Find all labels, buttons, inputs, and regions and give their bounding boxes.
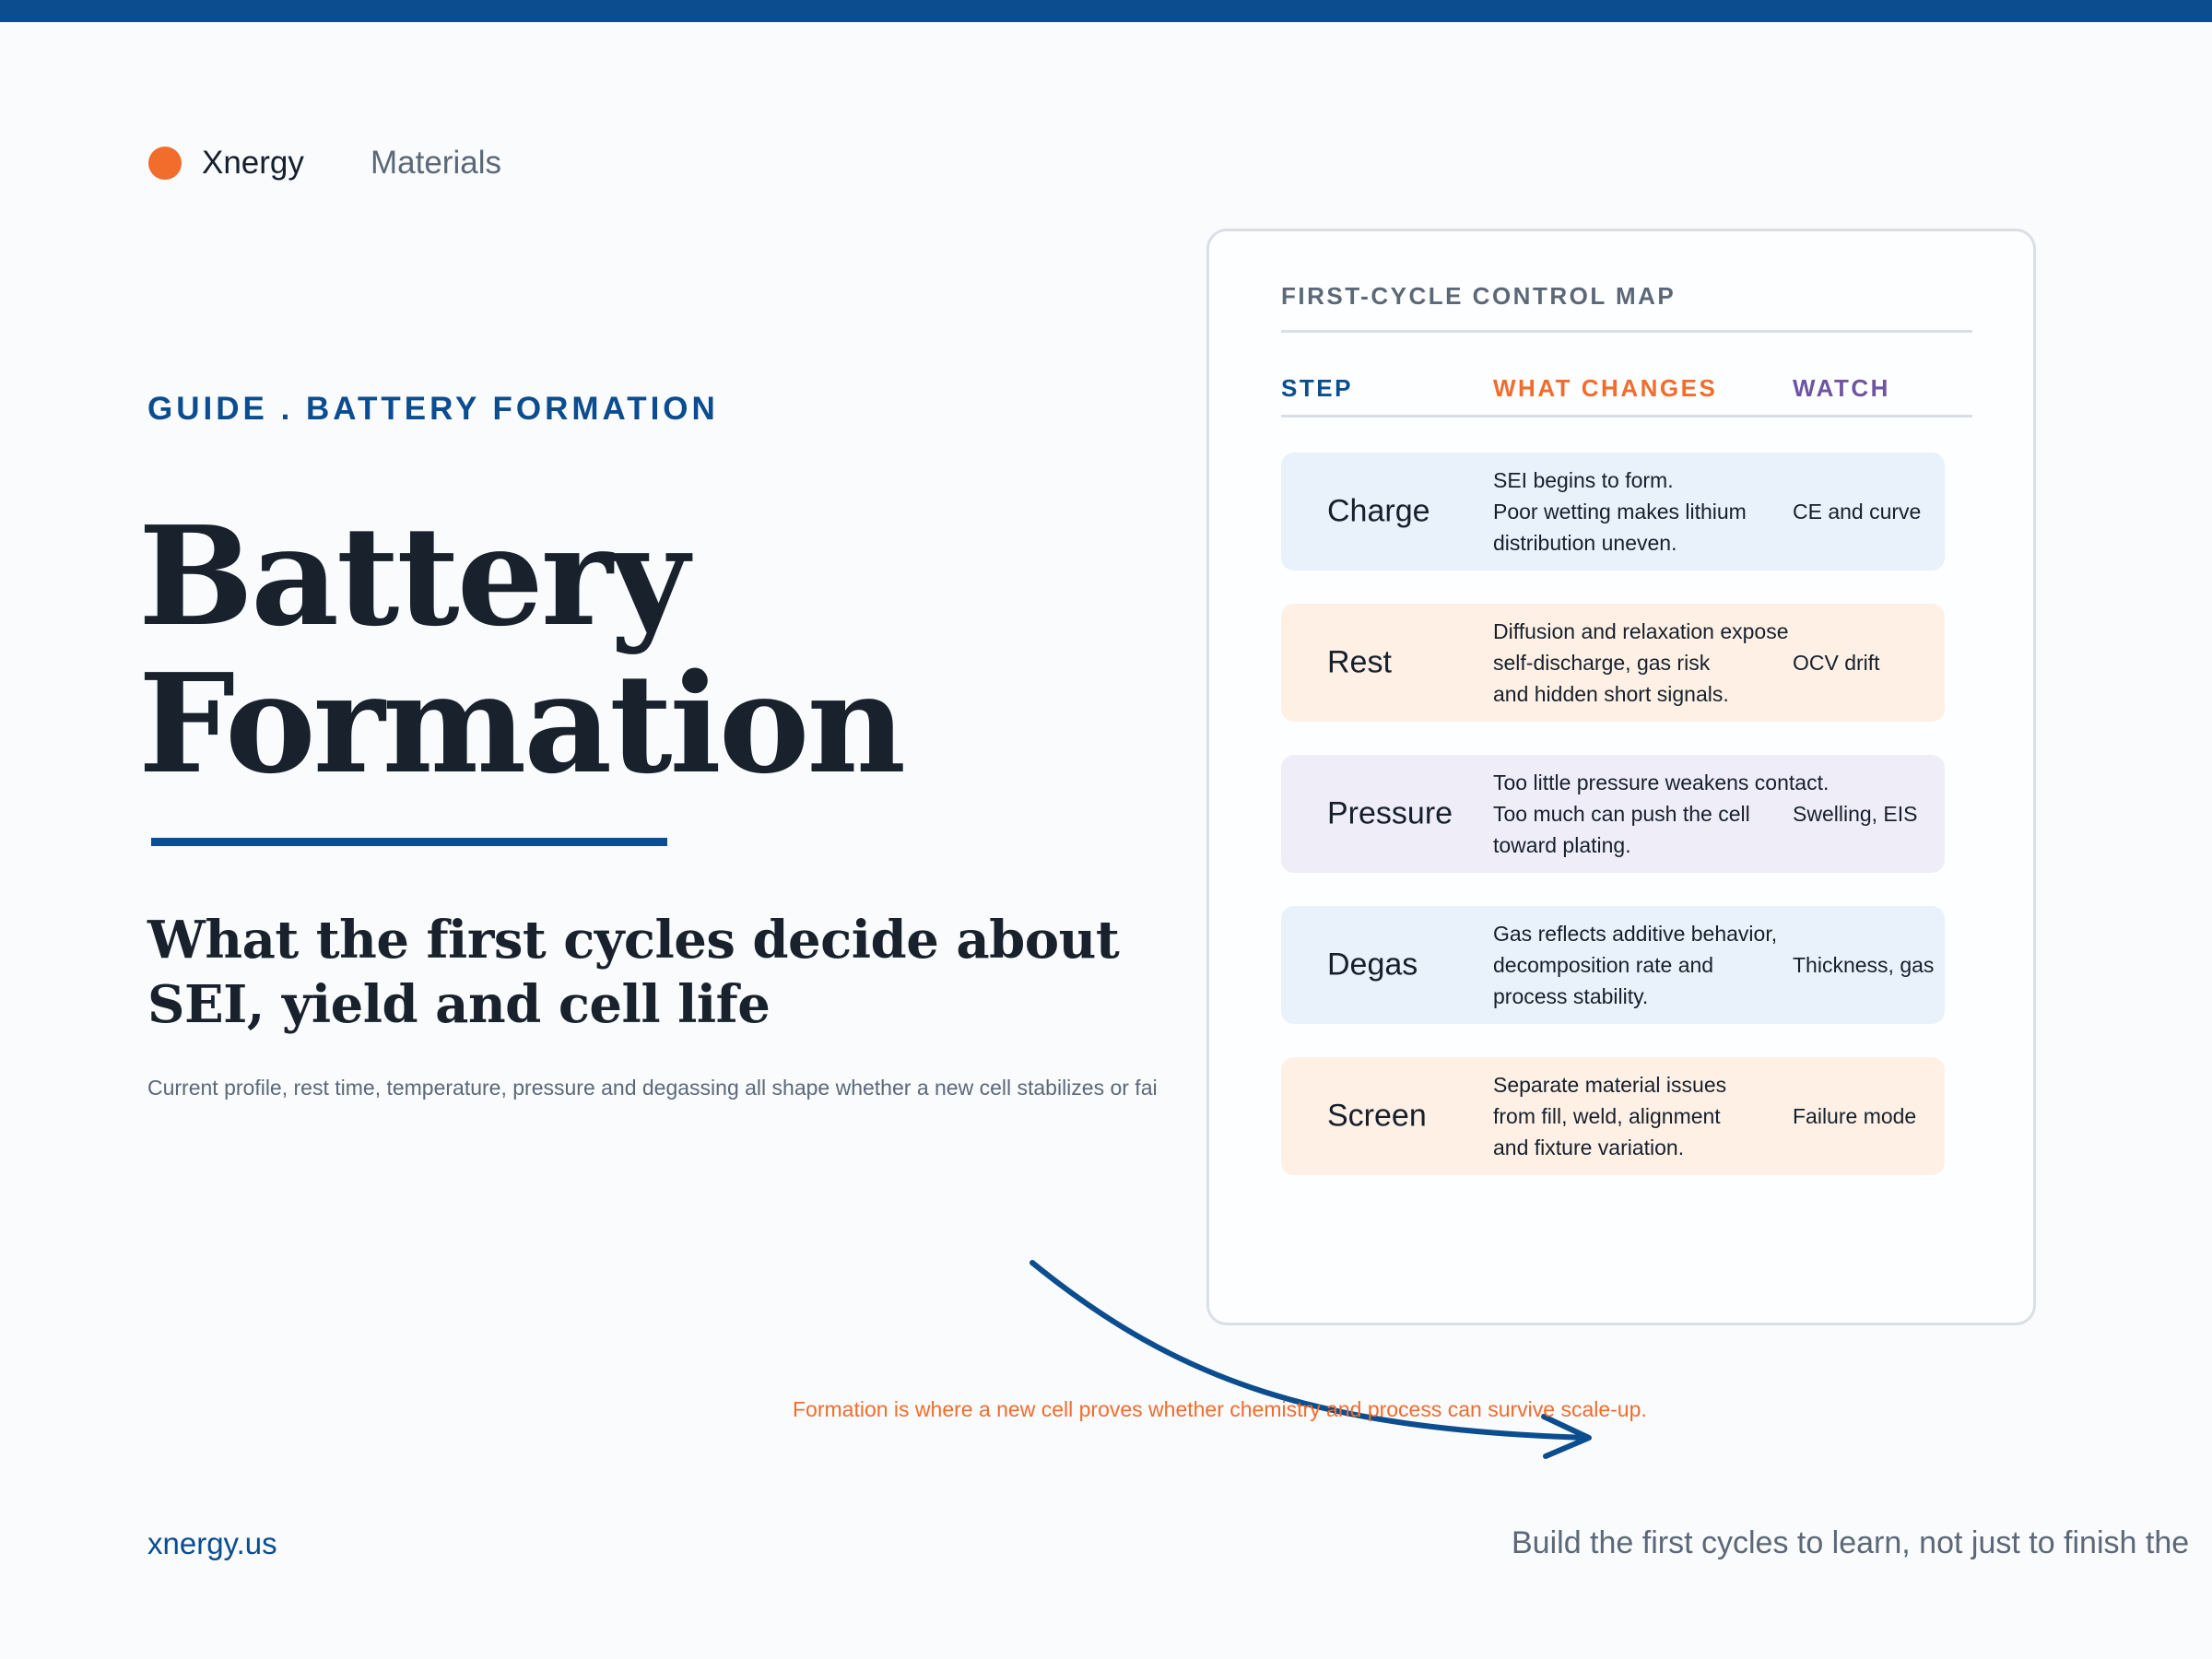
row-change-line: and fixture variation. [1493, 1135, 1685, 1159]
subtitle-line-1: What the first cycles decide about [147, 910, 1120, 971]
row-step: Degas [1327, 947, 1418, 982]
subtitle [147, 908, 1161, 1037]
panel-title: FIRST-CYCLE CONTROL MAP [1281, 282, 1677, 310]
row-change-line: Separate material issues [1493, 1073, 1727, 1097]
footer-tagline: Build the first cycles to learn, not just to finish the [1512, 1525, 2190, 1560]
table-row [1281, 453, 1945, 571]
subtitle-line-2: SEI, yield and cell life [147, 974, 771, 1035]
column-header-watch: WATCH [1793, 374, 1890, 402]
row-step: Charge [1327, 493, 1430, 529]
row-watch: OCV drift [1793, 651, 1880, 675]
row-change-line: Too much can push the cell [1493, 802, 1750, 826]
row-change-line: process stability. [1493, 984, 1649, 1008]
column-header-what-changes: WHAT CHANGES [1493, 374, 1718, 402]
column-header-step: STEP [1281, 374, 1353, 402]
header-divider [1281, 415, 1972, 418]
curved-arrow-icon [1014, 1244, 1613, 1484]
title-line-2: Formation [138, 643, 904, 804]
row-change-line: Poor wetting makes lithium [1493, 500, 1747, 524]
row-watch: Thickness, gas [1793, 953, 1935, 977]
top-accent-bar [0, 0, 2212, 22]
footer-url-link[interactable]: xnergy.us [147, 1526, 277, 1560]
row-step: Screen [1327, 1098, 1427, 1134]
table-row [1281, 755, 1945, 873]
row-change-line: self-discharge, gas risk [1493, 651, 1711, 675]
row-watch: Swelling, EIS [1793, 802, 1918, 826]
page-title [138, 496, 904, 804]
row-change-line: Diffusion and relaxation expose [1493, 619, 1789, 643]
row-step: Pressure [1327, 795, 1453, 831]
table-row [1281, 604, 1945, 722]
lead-container [147, 1072, 1206, 1103]
row-change-line: distribution uneven. [1493, 531, 1677, 555]
title-underline [151, 838, 667, 846]
eyebrow-label: GUIDE . BATTERY FORMATION [147, 391, 719, 427]
brand-logo[interactable] [148, 140, 304, 186]
row-change-line: SEI begins to form. [1493, 468, 1674, 492]
row-change-line: toward plating. [1493, 833, 1631, 857]
brand-dot-icon [148, 147, 182, 180]
row-change-line: and hidden short signals. [1493, 682, 1729, 706]
brand-name: Xnergy [202, 145, 304, 181]
row-change-line: Gas reflects additive behavior, [1493, 922, 1778, 946]
row-watch: CE and curve [1793, 500, 1922, 524]
panel-divider [1281, 330, 1972, 333]
row-change-line: from fill, weld, alignment [1493, 1104, 1721, 1128]
lead-paragraph: Current profile, rest time, temperature, pressure and degassing all shape whether a new cell stabilizes or fai [147, 1076, 1158, 1100]
table-row [1281, 1057, 1945, 1175]
row-step: Rest [1327, 644, 1392, 680]
callout-text: Formation is where a new cell proves whether chemistry and process can survive scale-up. [793, 1397, 1647, 1421]
row-change-line: decomposition rate and [1493, 953, 1714, 977]
footer-tagline-container [1512, 1523, 2212, 1563]
table-row [1281, 906, 1945, 1024]
nav-link-materials[interactable]: Materials [371, 145, 501, 181]
title-line-1: Battery [138, 496, 687, 656]
row-watch: Failure mode [1793, 1104, 1917, 1128]
row-change-line: Too little pressure weakens contact. [1493, 771, 1830, 794]
